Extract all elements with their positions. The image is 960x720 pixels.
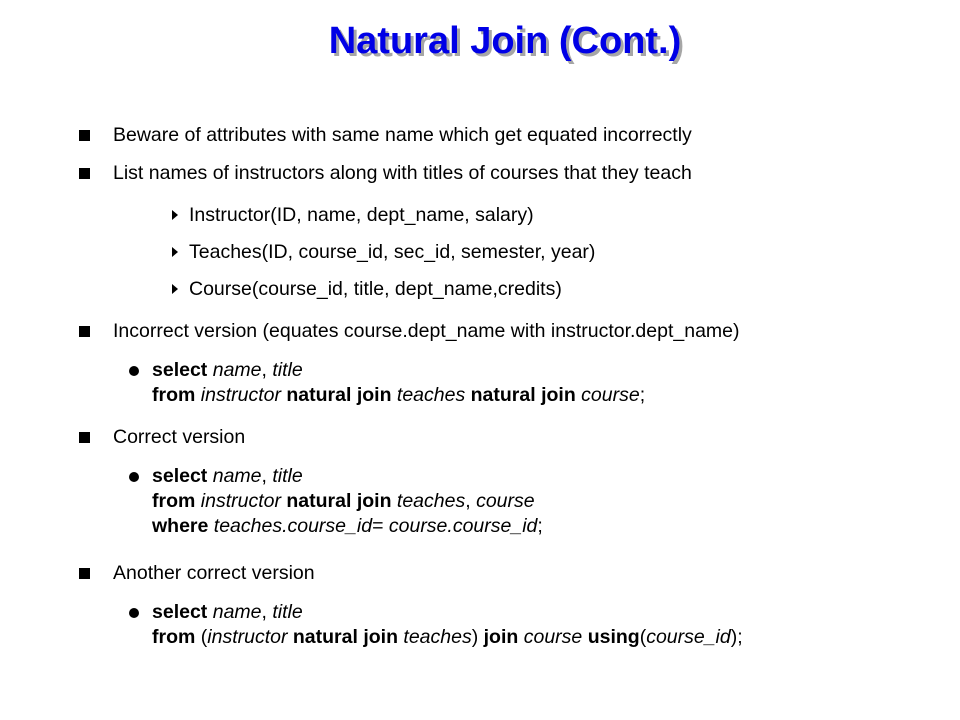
- sql-identifier: teaches: [396, 384, 466, 406]
- sql-identifier: instructor: [200, 490, 281, 512]
- square-bullet-icon: [79, 168, 90, 179]
- sql-keyword: from: [152, 384, 196, 406]
- sql-incorrect-line1: select name, title: [152, 359, 303, 381]
- sql-identifier: instructor: [207, 626, 288, 648]
- round-bullet-icon: [129, 366, 139, 376]
- sql-keyword: from: [152, 626, 196, 648]
- sql-identifier: name: [212, 465, 262, 487]
- sql-identifier: teaches: [403, 626, 472, 648]
- sql-identifier: course: [523, 626, 583, 648]
- sql-keyword: natural join: [286, 384, 392, 406]
- sql-keyword: from: [152, 490, 196, 512]
- sql-keyword: select: [152, 359, 208, 381]
- schema-course: Course(course_id, title, dept_name,credits): [189, 278, 562, 300]
- sql-identifier: teaches: [396, 490, 466, 512]
- sql-identifier: course: [476, 490, 535, 512]
- round-bullet-icon: [129, 472, 139, 482]
- sql-identifier: teaches.course_id: [213, 515, 373, 537]
- triangle-bullet-icon: [172, 247, 178, 257]
- bullet-correct: Correct version: [113, 426, 246, 448]
- bullet-beware: Beware of attributes with same name which get equated incorrectly: [113, 124, 692, 146]
- sql-keyword: natural join: [286, 490, 392, 512]
- sql-keyword: natural join: [292, 626, 398, 648]
- sql-correct-line3: where teaches.course_id= course.course_id;: [152, 515, 543, 537]
- round-bullet-icon: [129, 608, 139, 618]
- square-bullet-icon: [79, 568, 90, 579]
- sql-identifier: title: [272, 359, 303, 381]
- sql-identifier: title: [272, 465, 303, 487]
- bullet-another: Another correct version: [113, 562, 315, 584]
- sql-another-line2: from (instructor natural join teaches) join course using(course_id);: [152, 626, 743, 648]
- square-bullet-icon: [79, 432, 90, 443]
- square-bullet-icon: [79, 326, 90, 337]
- sql-identifier: instructor: [200, 384, 281, 406]
- bullet-incorrect: Incorrect version (equates course.dept_name with instructor.dept_name): [113, 320, 740, 342]
- sql-correct-line1: select name, title: [152, 465, 303, 487]
- sql-identifier: course.course_id: [388, 515, 538, 537]
- sql-another-line1: select name, title: [152, 601, 303, 623]
- sql-correct-line2: from instructor natural join teaches, course: [152, 490, 535, 512]
- triangle-bullet-icon: [172, 284, 178, 294]
- sql-keyword: select: [152, 465, 208, 487]
- sql-keyword: using: [587, 626, 640, 648]
- sql-identifier: course: [581, 384, 640, 406]
- schema-teaches: Teaches(ID, course_id, sec_id, semester, year): [189, 241, 596, 263]
- triangle-bullet-icon: [172, 210, 178, 220]
- sql-keyword: natural join: [470, 384, 576, 406]
- sql-keyword: select: [152, 601, 208, 623]
- sql-keyword: join: [483, 626, 519, 648]
- schema-instructor: Instructor(ID, name, dept_name, salary): [189, 204, 534, 226]
- sql-identifier: name: [212, 359, 262, 381]
- sql-identifier: course_id: [646, 626, 731, 648]
- slide-title: Natural Join (Cont.): [328, 20, 682, 62]
- sql-incorrect-line2: from instructor natural join teaches natural join course;: [152, 384, 646, 406]
- sql-identifier: title: [272, 601, 303, 623]
- sql-keyword: where: [152, 515, 209, 537]
- sql-identifier: name: [212, 601, 262, 623]
- square-bullet-icon: [79, 130, 90, 141]
- bullet-list-names: List names of instructors along with titles of courses that they teach: [113, 162, 692, 184]
